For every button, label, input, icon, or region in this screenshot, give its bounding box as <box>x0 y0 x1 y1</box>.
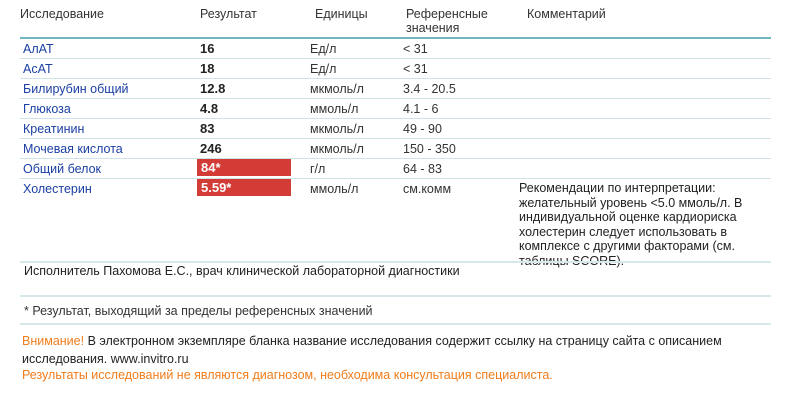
table-row <box>20 159 771 179</box>
table-row <box>20 39 771 59</box>
reference-range: < 31 <box>403 62 428 76</box>
header-reference-line1: Референсные <box>406 7 488 21</box>
reference-range: 4.1 - 6 <box>403 102 439 116</box>
reference-range: 150 - 350 <box>403 142 456 156</box>
test-name-link[interactable]: Общий белок <box>23 162 102 176</box>
notice-paragraph <box>22 332 782 368</box>
header-test: Исследование <box>20 7 104 21</box>
reference-range: 64 - 83 <box>403 162 442 176</box>
result-unit: мкмоль/л <box>310 82 364 96</box>
interpretation-comment: Рекомендации по интерпретации: желательный уровень <5.0 ммоль/л. В индивидуальной оценке кардиориска холестерин следует использовать в комплексе с другими факторами (см. <box>519 181 743 253</box>
result-unit: мкмоль/л <box>310 122 364 136</box>
table-row <box>20 59 771 79</box>
table-row <box>20 79 771 99</box>
table-row <box>20 119 771 139</box>
reference-range: < 31 <box>403 42 428 56</box>
executor-line: Исполнитель Пахомова Е.С., врач клинической лабораторной диагностики <box>24 264 460 278</box>
header-reference-line2: значения <box>406 21 460 35</box>
test-name-link[interactable]: Холестерин <box>23 182 92 196</box>
result-value: 4.8 <box>200 101 219 116</box>
table-row <box>20 99 771 119</box>
table-row <box>20 139 771 159</box>
test-name-link[interactable]: АсАТ <box>23 62 53 76</box>
section-divider <box>20 295 771 297</box>
reference-range: 49 - 90 <box>403 122 442 136</box>
test-name-link[interactable]: АлАТ <box>23 42 54 56</box>
test-name-link[interactable]: Креатинин <box>23 122 85 136</box>
result-unit: Ед/л <box>310 42 337 56</box>
result-unit: мкмоль/л <box>310 142 364 156</box>
section-divider <box>20 323 771 325</box>
disclaimer-text: Результаты исследований не являются диагнозом, необходима консультация специалиста. <box>22 368 553 382</box>
warning-label: Внимание! <box>22 334 85 348</box>
header-result: Результат <box>200 7 257 21</box>
header-units: Единицы <box>315 7 368 21</box>
section-divider <box>20 261 771 263</box>
result-unit: ммоль/л <box>310 102 359 116</box>
result-value: 18 <box>200 61 215 76</box>
out-of-range-footnote: * Результат, выходящий за пределы референсных значений <box>24 304 373 318</box>
reference-range: см.комм <box>403 182 452 196</box>
result-value-flagged: 84* <box>197 159 291 176</box>
header-comment: Комментарий <box>527 7 606 21</box>
result-value: 246 <box>200 141 222 156</box>
result-value: 83 <box>200 121 215 136</box>
notice-text: В электронном экземпляре бланка название исследования содержит ссылку на страницу сайта с описанием исследования. www.invitro.ru <box>22 334 722 366</box>
result-value: 16 <box>200 41 215 56</box>
result-value-flagged: 5.59* <box>197 179 291 196</box>
reference-range: 3.4 - 20.5 <box>403 82 456 96</box>
header-reference <box>406 7 488 35</box>
result-value: 12.8 <box>200 81 226 96</box>
result-unit: Ед/л <box>310 62 337 76</box>
result-unit: ммоль/л <box>310 182 359 196</box>
test-name-link[interactable]: Билирубин общий <box>23 82 129 96</box>
test-name-link[interactable]: Глюкоза <box>23 102 71 116</box>
test-name-link[interactable]: Мочевая кислота <box>23 142 123 156</box>
result-unit: г/л <box>310 162 326 176</box>
